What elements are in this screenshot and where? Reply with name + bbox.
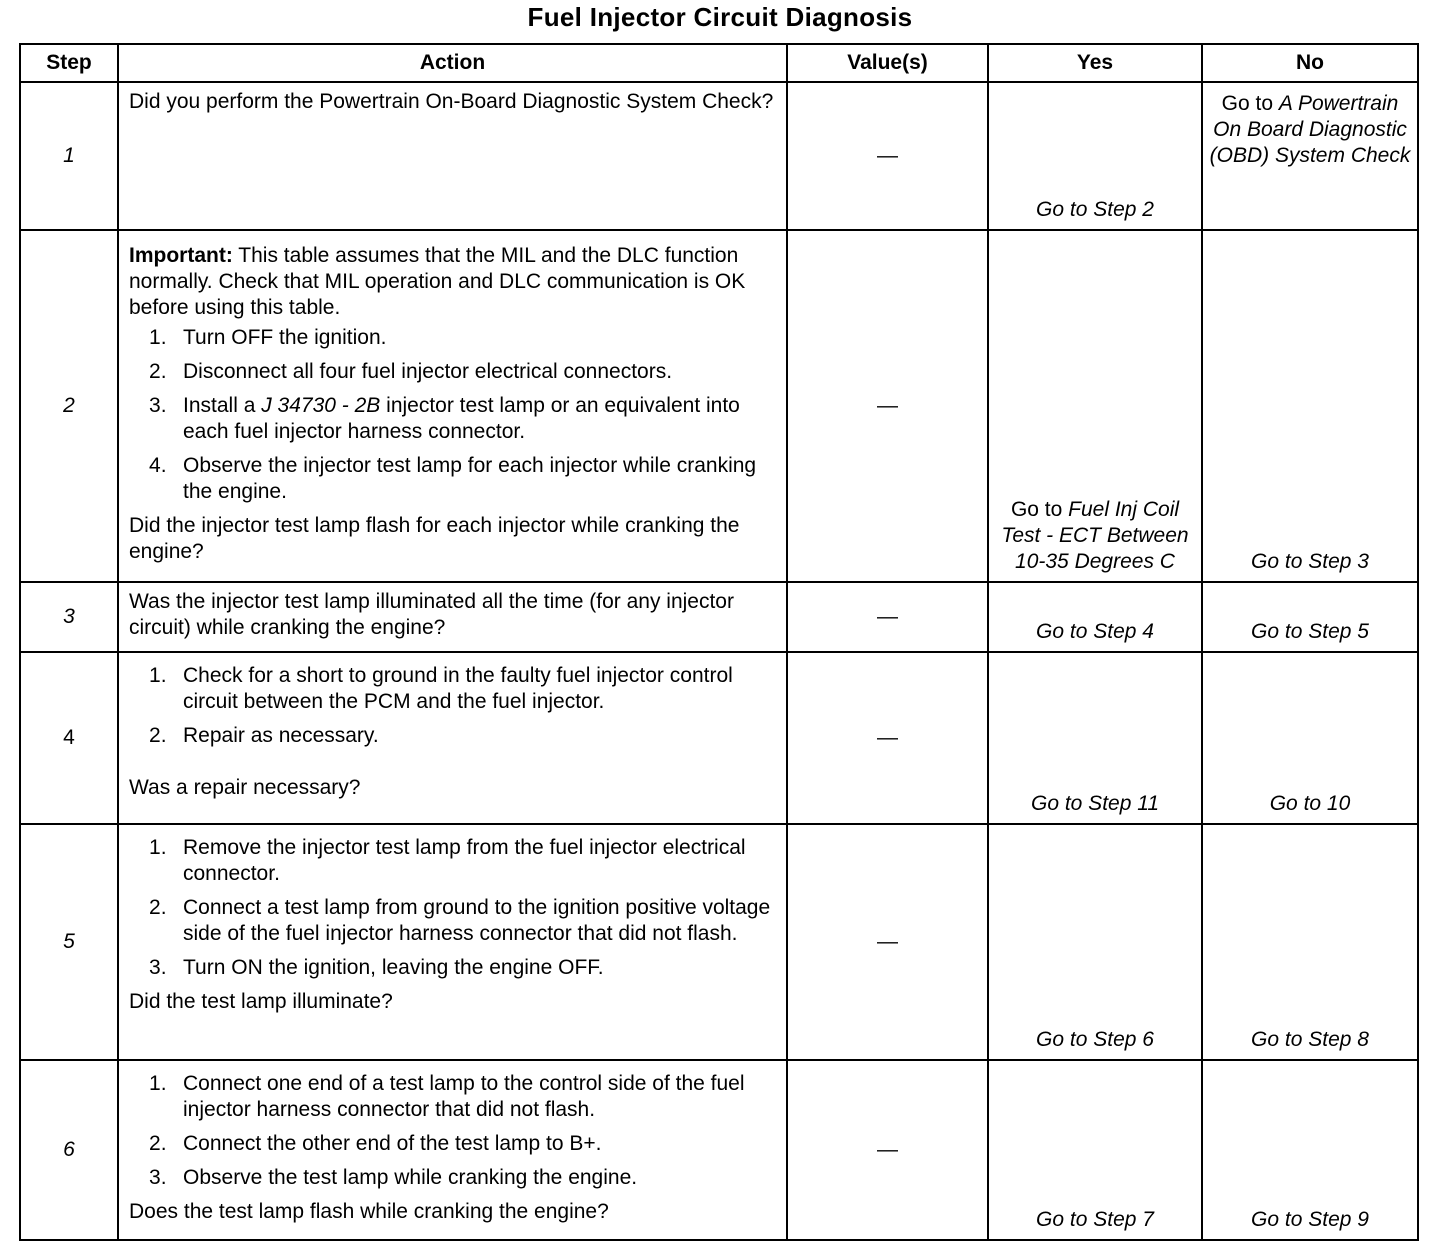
step-number: 4: [20, 652, 118, 824]
header-no: No: [1202, 44, 1418, 82]
step-number: 5: [20, 824, 118, 1060]
action-steps: [129, 663, 778, 749]
header-values: Value(s): [787, 44, 988, 82]
action-step: Turn OFF the ignition.: [183, 326, 387, 349]
action-step: Disconnect all four fuel injector electrical connectors.: [183, 360, 673, 383]
action-question: Did the injector test lamp flash for each injector while cranking the engine?: [129, 514, 740, 563]
action-step: Turn ON the ignition, leaving the engine OFF.: [183, 956, 604, 979]
header-step: Step: [20, 44, 118, 82]
action-question: Does the test lamp flash while cranking the engine?: [129, 1200, 609, 1223]
action-cell: [118, 230, 787, 582]
page-title: Fuel Injector Circuit Diagnosis: [527, 2, 913, 32]
no-link[interactable]: A Powertrain On Board Diagnostic (OBD) System Check: [1209, 92, 1411, 167]
no-cell[interactable]: Go to Step 3: [1202, 230, 1418, 582]
no-cell[interactable]: Go to 10: [1202, 652, 1418, 824]
action-question: Was the injector test lamp illuminated all the time (for any injector circuit) while cranking the engine?: [129, 590, 734, 639]
action-question: Did you perform the Powertrain On-Board Diagnostic System Check?: [129, 90, 774, 113]
step-number: 6: [20, 1060, 118, 1240]
yes-cell[interactable]: Go to Step 6: [988, 824, 1202, 1060]
step-number: 3: [20, 582, 118, 652]
action-cell: [118, 1060, 787, 1240]
header-yes: Yes: [988, 44, 1202, 82]
no-cell[interactable]: [1202, 82, 1418, 230]
yes-link[interactable]: Fuel Inj Coil Test - ECT Between 10-35 Degrees C: [1001, 498, 1189, 573]
table-row: [20, 82, 1418, 230]
action-step: Connect the other end of the test lamp to B+.: [183, 1132, 602, 1155]
action-cell: [118, 824, 787, 1060]
action-cell: [118, 82, 787, 230]
table-row: [20, 582, 1418, 652]
value-cell: —: [787, 824, 988, 1060]
yes-cell[interactable]: Go to Step 7: [988, 1060, 1202, 1240]
item3-pre: Install a: [183, 394, 256, 417]
action-step: Check for a short to ground in the faulty fuel injector control circuit between the PCM and the fuel injector.: [183, 664, 733, 713]
action-cell: [118, 652, 787, 824]
action-step: Remove the injector test lamp from the fuel injector electrical connector.: [183, 836, 746, 885]
no-cell[interactable]: Go to Step 8: [1202, 824, 1418, 1060]
value-cell: —: [787, 230, 988, 582]
header-action: Action: [118, 44, 787, 82]
important-label: Important:: [129, 244, 233, 267]
table-row: [20, 652, 1418, 824]
action-step: Connect one end of a test lamp to the control side of the fuel injector harness connector that did not flash.: [183, 1072, 745, 1121]
important-text: This table assumes that the MIL and the DLC function normally. Check that MIL operation and DLC communication is OK before using this table.: [129, 244, 746, 319]
action-steps: [129, 325, 778, 505]
action-step: Observe the test lamp while cranking the engine.: [183, 1166, 638, 1189]
header-row: [20, 44, 1418, 82]
value-cell: —: [787, 1060, 988, 1240]
action-steps: [129, 835, 778, 981]
action-cell: [118, 582, 787, 652]
table-row: [20, 824, 1418, 1060]
step-number: 2: [20, 230, 118, 582]
important-note: [129, 243, 778, 321]
action-step: Repair as necessary.: [183, 724, 379, 747]
yes-cell[interactable]: Go to Step 2: [988, 82, 1202, 230]
table-row: [20, 230, 1418, 582]
action-question: Did the test lamp illuminate?: [129, 990, 393, 1013]
action-step: Observe the injector test lamp for each injector while cranking the engine.: [183, 454, 757, 503]
yes-cell[interactable]: [988, 230, 1202, 582]
diagnosis-table: [19, 43, 1419, 1241]
no-prefix: Go to: [1221, 92, 1274, 115]
value-cell: —: [787, 582, 988, 652]
yes-cell[interactable]: Go to Step 4: [988, 582, 1202, 652]
yes-cell[interactable]: Go to Step 11: [988, 652, 1202, 824]
no-cell[interactable]: Go to Step 9: [1202, 1060, 1418, 1240]
action-step: [183, 393, 778, 445]
action-question: Was a repair necessary?: [129, 776, 361, 799]
step-number: 1: [20, 82, 118, 230]
yes-prefix: Go to: [1010, 498, 1063, 521]
value-cell: —: [787, 82, 988, 230]
value-cell: —: [787, 652, 988, 824]
action-step: Connect a test lamp from ground to the ignition positive voltage side of the fuel injector harness connector that did not flash.: [183, 896, 771, 945]
no-cell[interactable]: Go to Step 5: [1202, 582, 1418, 652]
action-steps: [129, 1071, 778, 1191]
tool-number: J 34730 - 2B: [261, 394, 381, 417]
item3-post: injector test lamp or an equivalent into each fuel injector harness connector.: [183, 394, 740, 443]
table-row: [20, 1060, 1418, 1240]
